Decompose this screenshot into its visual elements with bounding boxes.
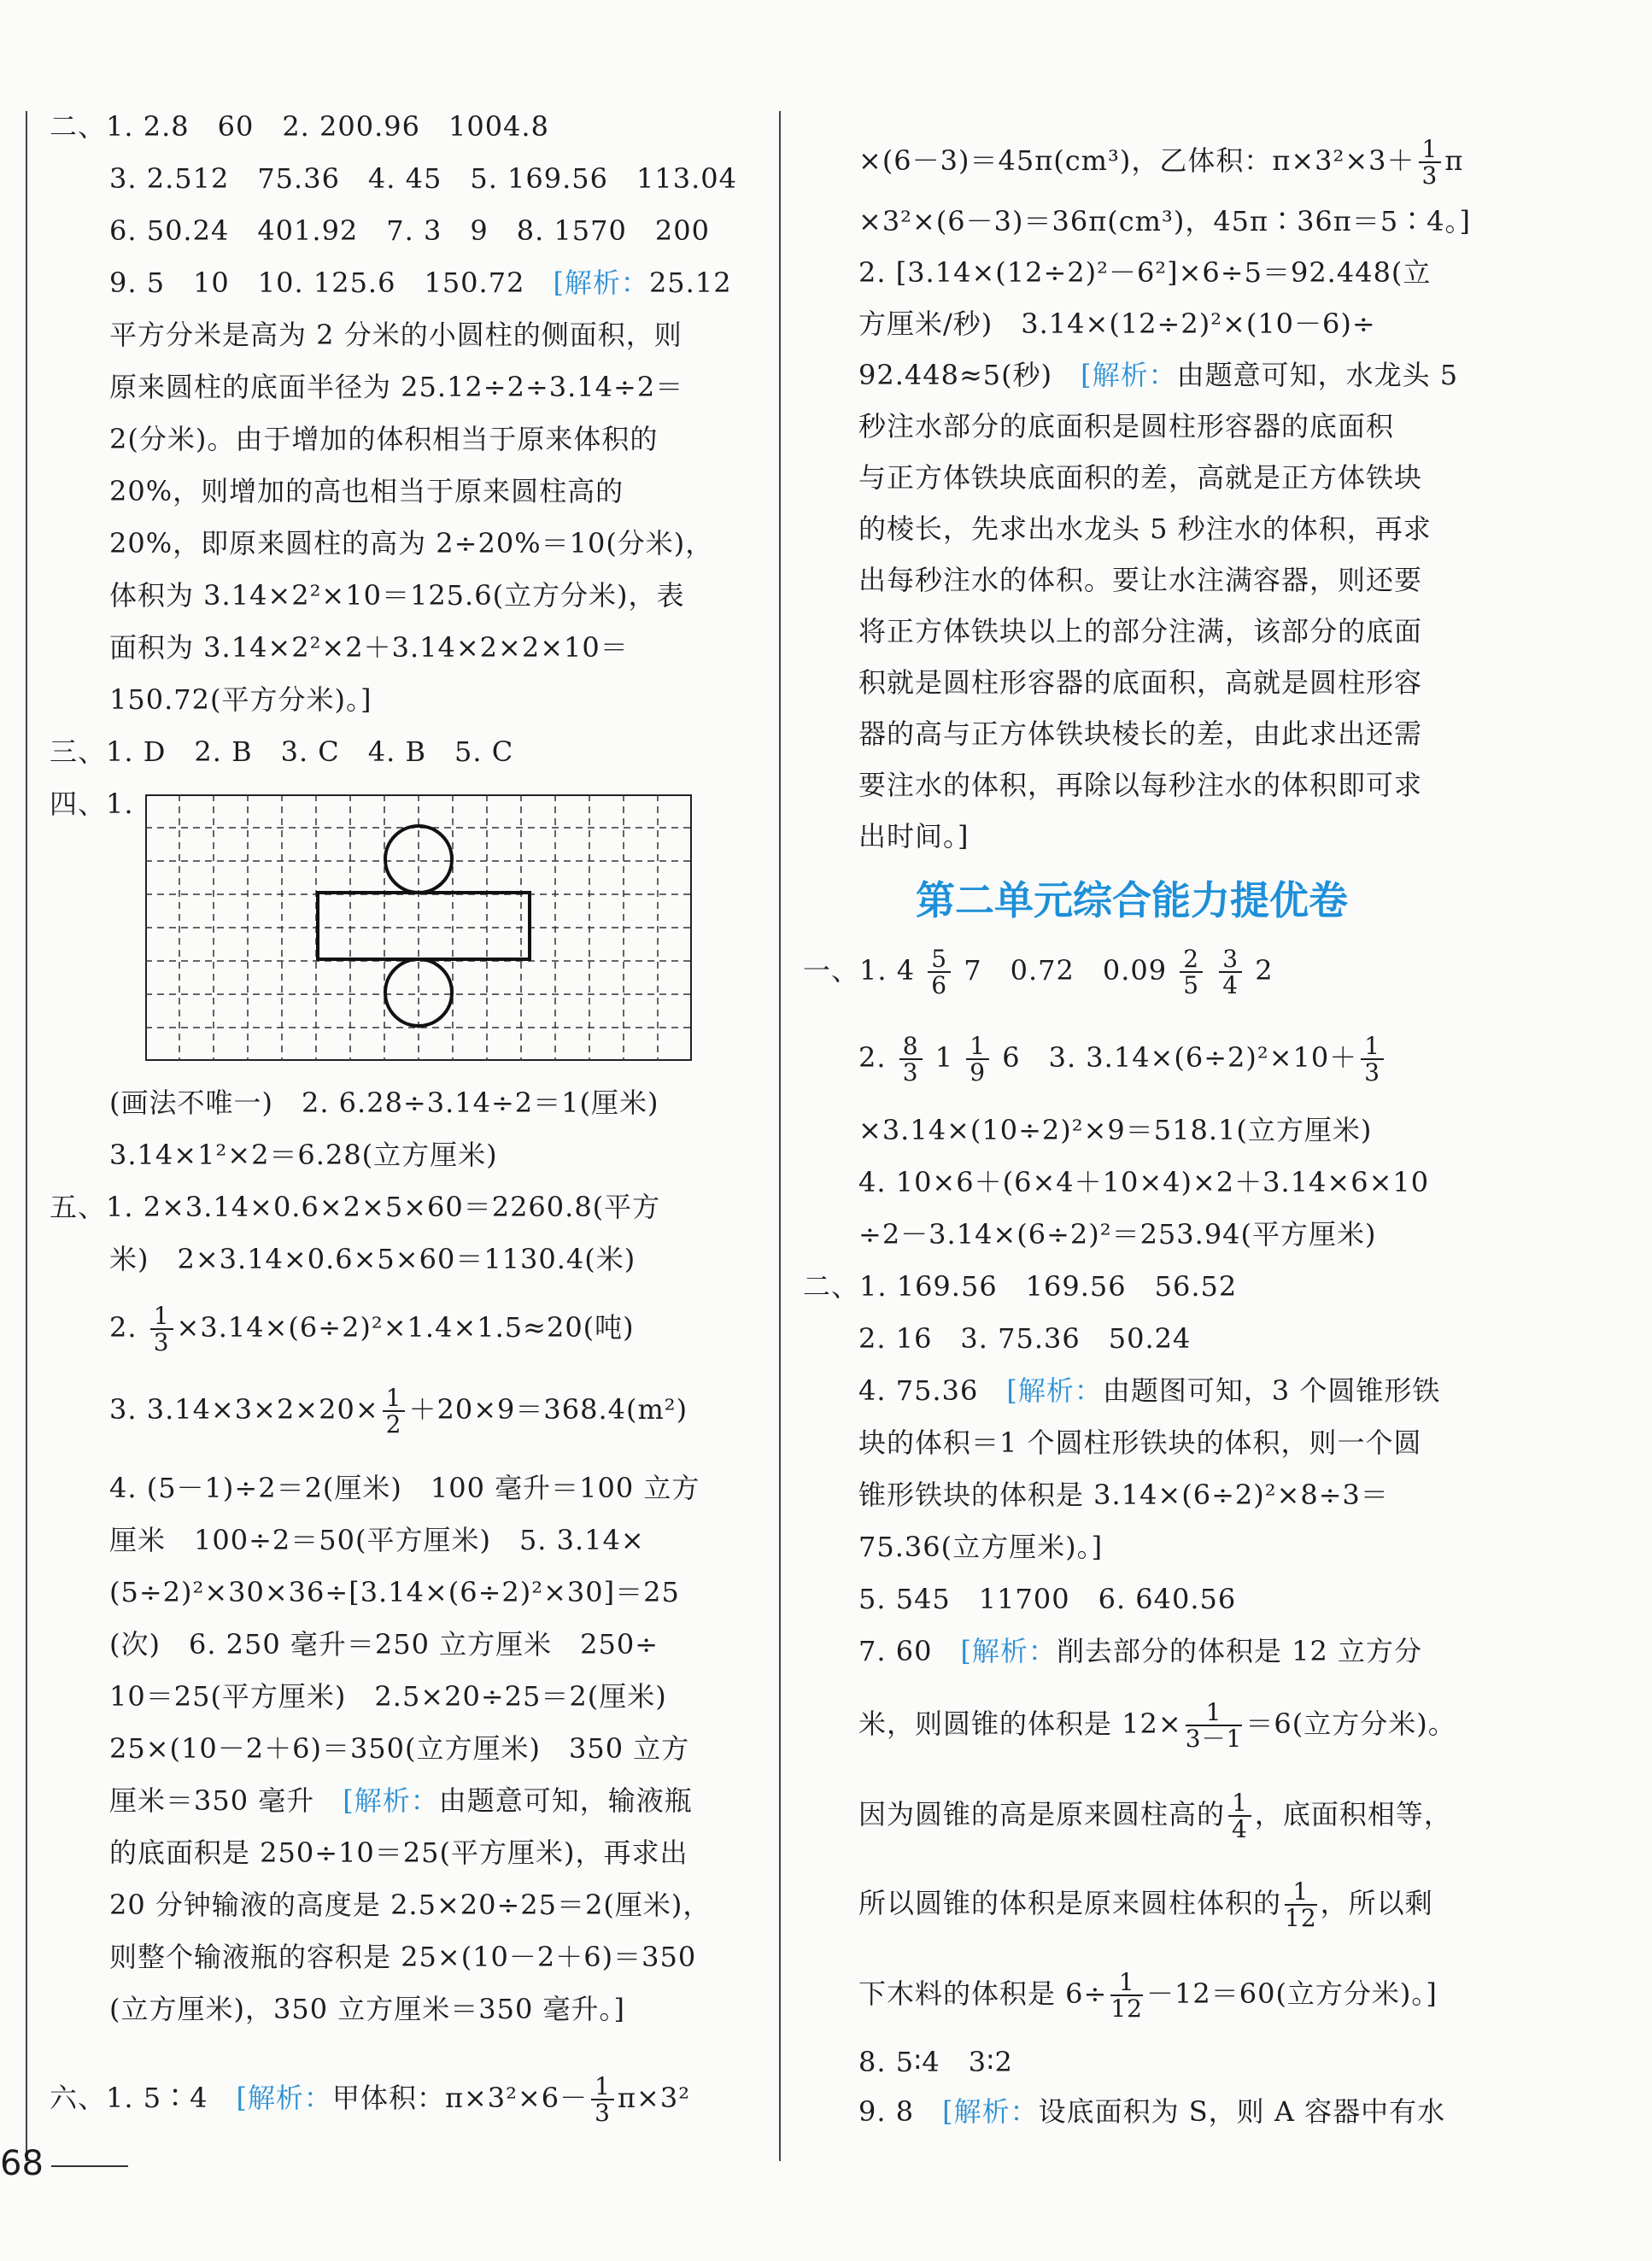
answer-line: 二、1. 2.8 60 2. 200.96 1004.8 (50, 110, 549, 143)
fraction: $\frac{1}{2}$ (383, 1385, 406, 1438)
answer-line: (次) 6. 250 毫升＝250 立方厘米 250÷ (109, 1628, 659, 1661)
answer-line: 6. 50.24 401.92 7. 3 9 8. 1570 200 (109, 214, 710, 247)
answer-line: 三、1. D 2. B 3. C 4. B 5. C (50, 735, 514, 768)
answer-line: 8. 5∶4 3∶2 (858, 2046, 1013, 2078)
explanation-line: 的棱长，先求出水龙头 5 秒注水的体积，再求 (858, 513, 1432, 545)
explanation-line (858, 1879, 1433, 1931)
explanation-line (858, 1700, 1456, 1752)
fraction: $\frac{1}{3-1}$ (1185, 1698, 1243, 1754)
explanation-line: 秒注水部分的底面积是圆柱形容器的底面积 (858, 410, 1395, 442)
answer-line: 25×(10－2＋6)＝350(立方厘米) 350 立方 (109, 1732, 690, 1765)
explanation-line: 将正方体铁块以上的部分注满，该部分的底面 (858, 615, 1423, 647)
explanation-line: 积就是圆柱形容器的底面积，高就是圆柱形容 (858, 666, 1423, 699)
answer-text: 下木料的体积是 6÷ (858, 1977, 1108, 2010)
explanation-line: 20 分钟输液的高度是 2.5×20÷25＝2(厘米)， (109, 1889, 712, 1921)
answer-text: 7 0.72 0.09 (964, 953, 1168, 987)
fraction: $\frac{1}{3}$ (1361, 1034, 1384, 1086)
answer-text: 削去部分的体积是 12 立方分 (1056, 1635, 1423, 1667)
answer-line: 二、1. 169.56 169.56 56.52 (803, 1270, 1238, 1303)
explanation-line: ×3²×(6－3)＝36π(cm³)，45π∶36π＝5∶4。] (858, 205, 1472, 237)
fraction: $\frac{1}{3}$ (591, 2074, 614, 2126)
answer-text: －12＝60(立方分米)。] (1146, 1977, 1438, 2010)
answer-text: ，底面积相等， (1254, 1797, 1452, 1830)
answer-text: 米，则圆锥的体积是 12× (858, 1707, 1182, 1740)
answer-line: 4. (5－1)÷2＝2(厘米) 100 毫升＝100 立方 (109, 1472, 700, 1504)
answer-line (803, 946, 1274, 999)
answer-line: 五、1. 2×3.14×0.6×2×5×60＝2260.8(平方 (50, 1191, 661, 1223)
answer-text: 6 3. 3.14×(6÷2)²×10＋ (1002, 1040, 1358, 1074)
answer-text: ×(6－3)＝45π(cm³)，乙体积：π×3²×3＋ (858, 144, 1415, 177)
answer-line: (5÷2)²×30×36÷[3.14×(6÷2)²×30]＝25 (109, 1576, 680, 1608)
answer-text: π×3² (617, 2081, 691, 2114)
analysis-tag: [解析： (553, 267, 649, 299)
answer-text: 一、1. 4 (803, 953, 916, 987)
fraction: $\frac{5}{6}$ (928, 946, 951, 999)
answer-line: (画法不唯一) 2. 6.28÷3.14÷2＝1(厘米) (109, 1087, 659, 1119)
explanation-line: 的底面积是 250÷10＝25(平方厘米)，再求出 (109, 1836, 688, 1869)
answer-line: 2. 16 3. 75.36 50.24 (858, 1322, 1192, 1355)
fraction: $\frac{1}{4}$ (1228, 1790, 1251, 1842)
analysis-tag: [解析： (942, 2095, 1039, 2128)
answer-line (858, 361, 1458, 389)
answer-line: ÷2－3.14×(6÷2)²＝253.94(平方厘米) (858, 1218, 1377, 1251)
fraction: $\frac{1}{3}$ (150, 1303, 173, 1356)
answer-text: 2. (109, 1310, 138, 1344)
explanation-line: 体积为 3.14×2²×10＝125.6(立方分米)，表 (109, 579, 685, 612)
answer-line: 厘米 100÷2＝50(平方厘米) 5. 3.14× (109, 1524, 645, 1556)
answer-text: 六、1. 5∶4 (50, 2081, 237, 2114)
answer-text: ＋20×9＝368.4(m²) (408, 1392, 688, 1426)
explanation-line: 与正方体铁块底面积的差，高就是正方体铁块 (858, 461, 1423, 494)
lateral-rectangle (318, 893, 530, 959)
explanation-line: 则整个输液瓶的容积是 25×(10－2＋6)＝350 (109, 1941, 697, 1973)
explanation-line (858, 1790, 1452, 1842)
explanation-line: 平方分米是高为 2 分米的小圆柱的侧面积，则 (109, 319, 682, 351)
answer-text: 甲体积：π×3²×6－ (331, 2081, 589, 2114)
answer-line: 4. 10×6＋(6×4＋10×4)×2＋3.14×6×10 (858, 1166, 1430, 1198)
page-number: 68 (0, 2144, 44, 2183)
column-divider (779, 111, 781, 2161)
answer-line: ×3.14×(10÷2)²×9＝518.1(立方厘米) (858, 1114, 1373, 1146)
fraction: $\frac{1}{12}$ (1110, 1968, 1143, 2024)
analysis-tag: [解析： (343, 1784, 439, 1817)
answer-text: 1 (934, 1040, 954, 1074)
cylinder-net-grid (145, 794, 692, 1061)
answer-line (858, 1374, 1441, 1407)
explanation-line: 面积为 3.14×2²×2＋3.14×2×2×10＝ (109, 631, 629, 664)
answer-text: 2 (1255, 953, 1274, 987)
answer-line: 3.14×1²×2＝6.28(立方厘米) (109, 1139, 498, 1171)
fraction: $\frac{2}{5}$ (1180, 946, 1203, 999)
answer-text: 由题意可知，水龙头 5 (1176, 359, 1459, 391)
answer-text: 设底面积为 S，则 A 容器中有水 (1038, 2095, 1446, 2128)
analysis-tag: [解析： (236, 2081, 332, 2114)
answer-text: 由题图可知，3 个圆锥形铁 (1102, 1374, 1441, 1407)
analysis-tag: [解析： (960, 1635, 1057, 1667)
answer-text: 3. 3.14×3×2×20× (109, 1392, 379, 1426)
fraction: $\frac{1}{12}$ (1285, 1877, 1317, 1933)
answer-text: 7. 60 (858, 1635, 961, 1667)
answer-text: 厘米＝350 毫升 (109, 1784, 343, 1817)
answer-line: 3. 2.512 75.36 4. 45 5. 169.56 113.04 (109, 162, 737, 195)
answer-text: π (1444, 144, 1464, 177)
explanation-line: 2(分米)。由于增加的体积相当于原来体积的 (109, 423, 659, 455)
explanation-line: 75.36(立方厘米)。] (858, 1531, 1104, 1563)
explanation-line: 原来圆柱的底面半径为 25.12÷2÷3.14÷2＝ (109, 371, 684, 403)
explanation-line: 出每秒注水的体积。要让水注满容器，则还要 (858, 564, 1423, 596)
explanation-line: 器的高与正方体铁块棱长的差，由此求出还需 (858, 718, 1423, 750)
answer-text: ，所以剩 (1320, 1886, 1433, 1919)
answer-text: 4. 75.36 (858, 1374, 1007, 1407)
answer-text: 2. (858, 1040, 887, 1074)
answer-line: 米) 2×3.14×0.6×5×60＝1130.4(米) (109, 1243, 636, 1275)
answer-line: 2. [3.14×(12÷2)²－6²]×6÷5＝92.448(立 (858, 256, 1432, 289)
explanation-line: 20%，则增加的高也相当于原来圆柱高的 (109, 475, 624, 507)
answer-text: 9. 5 10 10. 125.6 150.72 (109, 267, 554, 299)
answer-line: 四、1. (50, 788, 134, 820)
answer-line (858, 1637, 1422, 1665)
answer-line: 5. 545 11700 6. 640.56 (858, 1583, 1237, 1615)
analysis-tag: [解析： (1081, 359, 1177, 391)
explanation-line: 要注水的体积，再除以每秒注水的体积即可求 (858, 769, 1423, 801)
answer-text: 所以圆锥的体积是原来圆柱体积的 (858, 1886, 1282, 1919)
explanation-line: 150.72(平方分米)。] (109, 683, 372, 716)
fraction: $\frac{8}{3}$ (899, 1034, 923, 1086)
fraction: $\frac{3}{4}$ (1219, 946, 1242, 999)
answer-text: 25.12 (648, 267, 732, 299)
explanation-line: 块的体积＝1 个圆柱形铁块的体积，则一个圆 (858, 1426, 1422, 1459)
left-margin-rule (26, 111, 27, 2161)
answer-line (50, 2074, 690, 2126)
answer-text: 92.448≈5(秒) (858, 359, 1081, 391)
explanation-line: 20%，即原来圆柱的高为 2÷20%＝10(分米)， (109, 527, 714, 559)
answer-text: 由题意可知，输液瓶 (438, 1784, 693, 1817)
page-number-rule (51, 2165, 128, 2167)
answer-text: ×3.14×(6÷2)²×1.4×1.5≈20(吨) (176, 1310, 635, 1344)
explanation-line (858, 1970, 1438, 2022)
explanation-line: 出时间。] (858, 820, 970, 852)
answer-line (858, 2095, 1446, 2128)
analysis-tag: [解析： (1006, 1374, 1103, 1407)
fraction: $\frac{1}{9}$ (966, 1034, 989, 1086)
answer-line (109, 1784, 693, 1817)
answer-text: ＝6(立方分米)。 (1245, 1707, 1456, 1740)
answer-line: 方厘米/秒) 3.14×(12÷2)²×(10－6)÷ (858, 308, 1376, 340)
grid-lines (145, 794, 692, 1061)
answer-line (109, 1303, 635, 1356)
answer-line (109, 1385, 688, 1438)
answer-line (109, 267, 732, 299)
fraction: $\frac{1}{3}$ (1419, 137, 1442, 189)
answer-line (858, 1034, 1387, 1086)
explanation-line: (立方厘米)，350 立方厘米＝350 毫升。] (109, 1993, 625, 2025)
explanation-line: 锥形铁块的体积是 3.14×(6÷2)²×8÷3＝ (858, 1479, 1389, 1511)
answer-text: 因为圆锥的高是原来圆柱高的 (858, 1797, 1226, 1830)
section-title: 第二单元综合能力提优卷 (916, 877, 1348, 923)
answer-line: 10＝25(平方厘米) 2.5×20÷25＝2(厘米) (109, 1680, 667, 1713)
answer-text: 9. 8 (858, 2095, 943, 2128)
explanation-line (858, 137, 1463, 189)
